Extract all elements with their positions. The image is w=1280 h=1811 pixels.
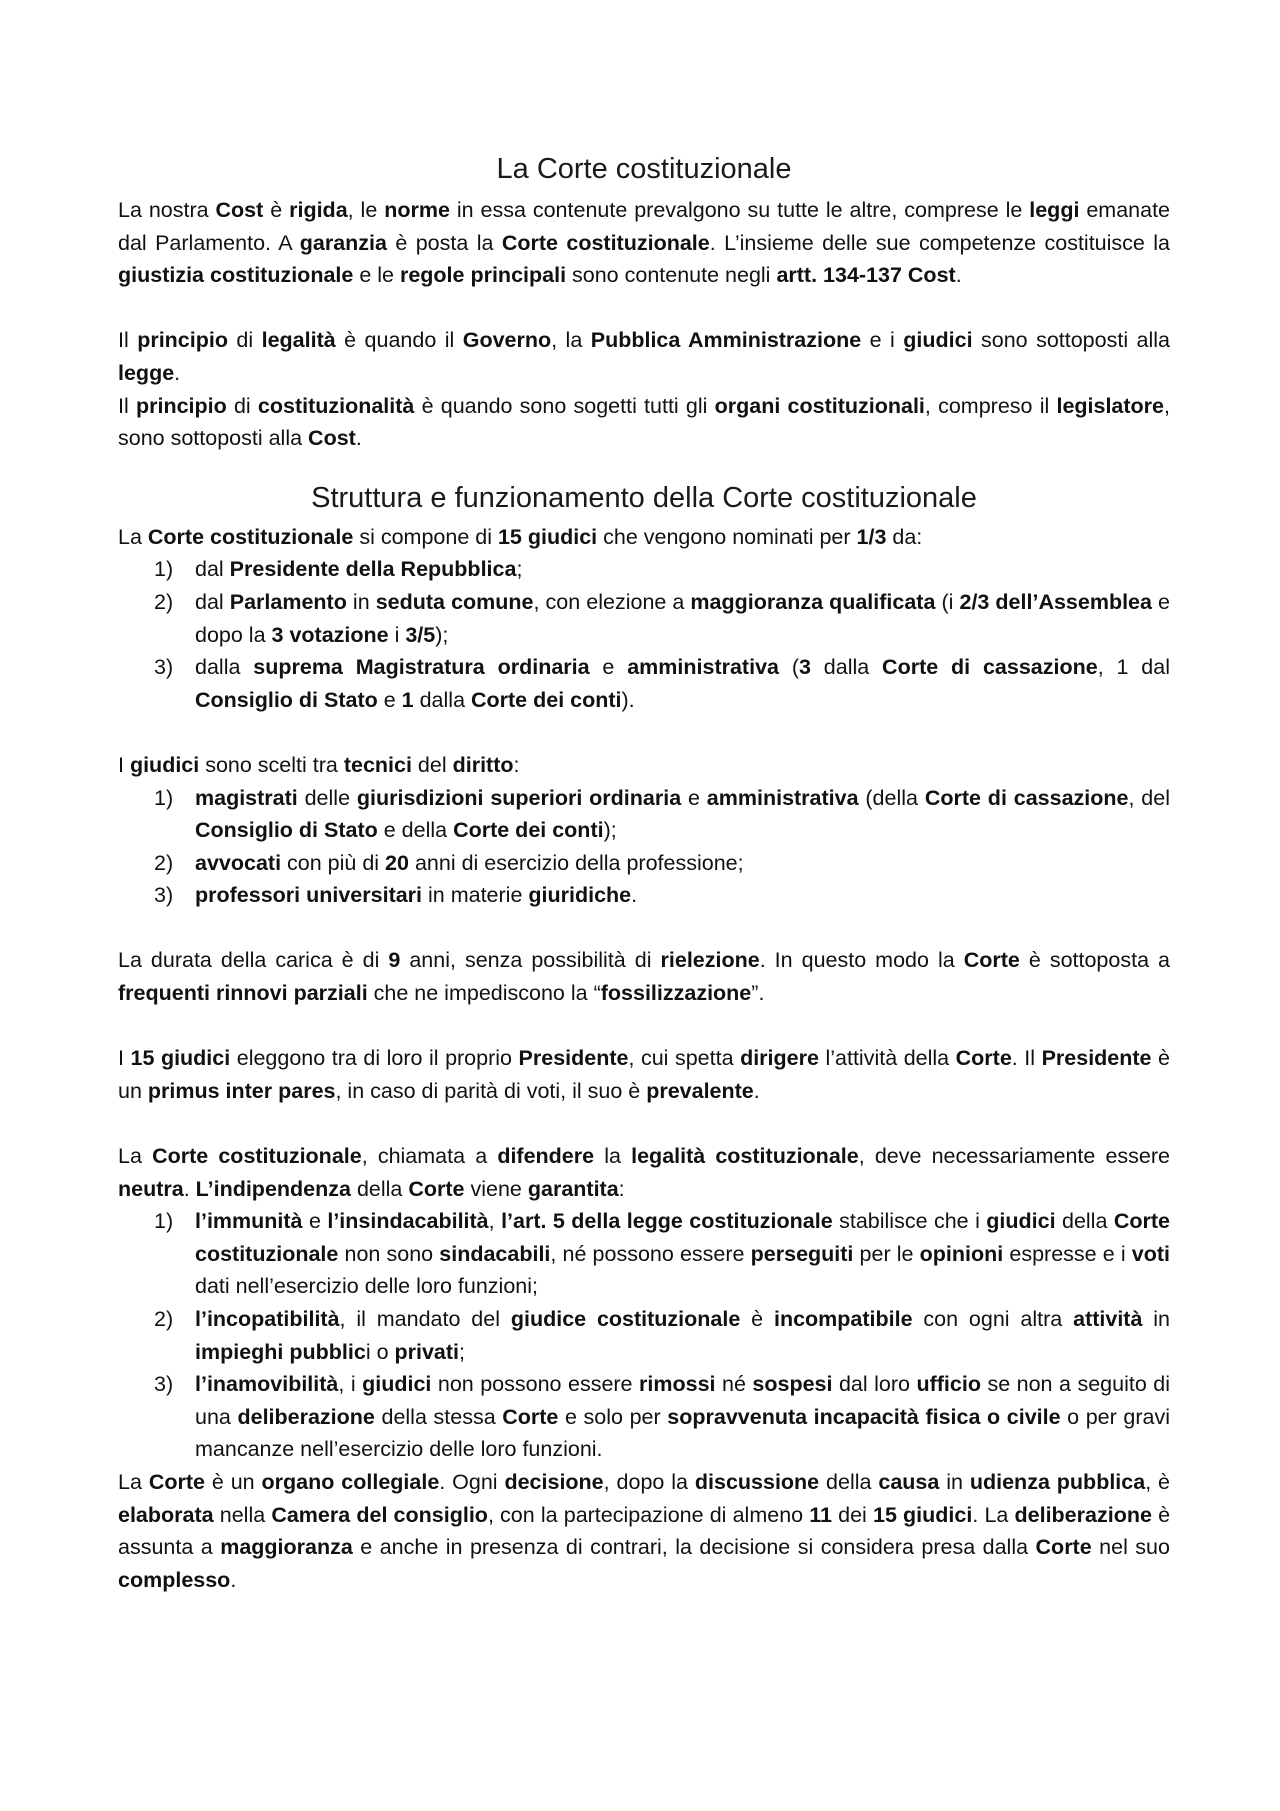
bold-text: legalità <box>261 328 336 353</box>
bold-text: 11 <box>809 1502 832 1527</box>
list-number: 3) <box>154 883 174 908</box>
list-number: 3) <box>154 1372 174 1397</box>
bold-text: Corte <box>1035 1535 1092 1560</box>
text-run: e <box>377 687 402 712</box>
text-run: dalla <box>810 655 883 680</box>
bold-text: Consiglio di Stato <box>195 687 378 712</box>
text-run: con ogni altra <box>912 1307 1074 1331</box>
text-run: (della <box>858 785 925 810</box>
text-run: , le <box>347 198 385 222</box>
text-run: , 1 dal <box>1097 655 1170 680</box>
text-run: ; <box>516 557 523 582</box>
bold-text: l’immunità <box>195 1209 303 1234</box>
bold-text: udienza pubblica <box>969 1469 1146 1494</box>
list-item <box>118 847 1170 880</box>
list-number: 1) <box>154 1209 174 1234</box>
list-number: 2) <box>154 1307 174 1331</box>
bold-text: sospesi <box>752 1372 833 1397</box>
text-run: per le <box>853 1241 920 1266</box>
text-run: I <box>118 1046 131 1071</box>
bold-text: rimossi <box>639 1372 716 1397</box>
text-run: e le <box>353 263 400 288</box>
text-run: dati nell’esercizio delle loro funzioni; <box>195 1274 538 1299</box>
text-run: . In questo modo la <box>759 948 964 973</box>
paragraph-giudici <box>118 749 1170 782</box>
list-item-text <box>195 883 637 907</box>
text-run: . <box>230 1567 237 1592</box>
list-item-text <box>195 1307 1170 1364</box>
bold-text: maggioranza qualificata <box>690 589 936 614</box>
text-run: non sono <box>338 1241 440 1266</box>
text-run: non possono essere <box>431 1372 640 1397</box>
bold-text: decisione <box>504 1469 604 1494</box>
text-run: che ne impediscono la “ <box>367 981 601 1006</box>
text-run: in <box>1142 1307 1171 1331</box>
list-item <box>118 586 1170 651</box>
bold-text: magistrati <box>195 785 298 810</box>
bold-text: Presidente della Repubblica <box>229 557 517 582</box>
bold-text: costituzionalità <box>257 393 415 418</box>
text-run: . <box>174 360 181 385</box>
text-run: , deve necessariamente essere <box>858 1144 1171 1169</box>
text-run: dalla <box>413 687 471 712</box>
bold-text: seduta comune <box>375 589 534 614</box>
bold-text: 20 <box>385 850 409 875</box>
bold-text: 15 giudici <box>497 524 598 549</box>
bold-text: Corte dei conti <box>471 687 622 712</box>
text-run: nel suo <box>1091 1535 1170 1560</box>
list-item <box>118 1205 1170 1303</box>
text-run: , dopo la <box>603 1469 695 1494</box>
paragraph-neutralita <box>118 1140 1170 1205</box>
bold-text: regole principali <box>399 263 567 288</box>
bold-text: garantita <box>527 1176 619 1201</box>
bold-text: 2/3 dell’Assemblea <box>959 589 1152 614</box>
list-item-text <box>195 851 744 875</box>
bold-text: 1/3 <box>856 524 887 549</box>
text-run: in <box>939 1469 970 1494</box>
bold-text: giuridiche <box>528 883 632 908</box>
text-run: i o <box>365 1339 395 1364</box>
text-run: , la <box>551 328 591 353</box>
spacer <box>118 455 1170 477</box>
bold-text: giudice costituzionale <box>510 1307 741 1331</box>
bold-text: 1 <box>401 687 414 712</box>
spacer <box>118 292 1170 325</box>
paragraph-costituzionalita <box>118 390 1170 455</box>
list-item-text <box>195 786 1170 843</box>
text-run: ”. <box>751 981 765 1006</box>
text-run: della <box>819 1469 879 1494</box>
text-run: ; <box>459 1339 466 1364</box>
bold-text: complesso <box>118 1567 231 1592</box>
text-run: , né possono essere <box>550 1241 751 1266</box>
bold-text: organo collegiale <box>261 1469 440 1494</box>
text-run: dal <box>195 557 230 582</box>
bold-text: leggi <box>1029 198 1080 222</box>
text-run: , compreso il <box>924 393 1057 418</box>
list-number: 2) <box>154 850 174 875</box>
text-run: . <box>753 1078 760 1103</box>
bold-text: incompatibile <box>773 1307 913 1331</box>
bold-text: legislatore <box>1056 393 1165 418</box>
list-item <box>118 879 1170 912</box>
text-run: del <box>411 752 453 777</box>
list-number: 3) <box>154 655 174 680</box>
bold-text: Corte costituzionale <box>501 230 710 255</box>
bold-text: giudici <box>129 752 200 777</box>
bold-text: Cost <box>308 426 356 451</box>
text-run: delle <box>297 785 357 810</box>
bold-text: Cost <box>215 198 264 222</box>
text-run: nella <box>213 1502 272 1527</box>
text-run: di <box>227 328 262 353</box>
bold-text: tecnici <box>343 752 412 777</box>
text-run: e dopo la <box>195 589 1170 647</box>
bold-text: privati <box>394 1339 460 1364</box>
bold-text: deliberazione <box>1014 1502 1152 1527</box>
bold-text: 3/5 <box>405 622 436 647</box>
text-run: in essa contenute prevalgono su tutte le altre, comprese le <box>449 198 1030 222</box>
bold-text: 3 <box>798 655 811 680</box>
bold-text: principio <box>135 393 227 418</box>
text-run: . Il <box>1011 1046 1042 1071</box>
text-run: , i <box>338 1372 363 1397</box>
text-run: ( <box>778 655 799 680</box>
bold-text: legge <box>118 360 175 385</box>
list-number: 1) <box>154 557 174 582</box>
text-run: eleggono tra di loro il proprio <box>230 1046 519 1071</box>
bold-text: principio <box>137 328 228 353</box>
text-run: ); <box>435 622 449 647</box>
list-item <box>118 1368 1170 1466</box>
bold-text: causa <box>878 1469 940 1494</box>
text-run: , cui spetta <box>628 1046 741 1071</box>
bold-text: rielezione <box>660 948 760 973</box>
bold-text: amministrativa <box>627 655 779 680</box>
list-item <box>118 1303 1170 1368</box>
text-run: sono scelti tra <box>199 752 344 777</box>
text-run: con più di <box>281 850 386 875</box>
list-number: 1) <box>154 785 174 810</box>
text-run: anni di esercizio della professione; <box>408 850 744 875</box>
text-run: La <box>118 1469 149 1494</box>
text-run: ). <box>621 687 635 712</box>
text-run: viene <box>464 1176 528 1201</box>
text-run: né <box>715 1372 753 1397</box>
bold-text: garanzia <box>299 230 387 255</box>
bold-text: sindacabili <box>439 1241 551 1266</box>
bold-text: artt. 134-137 Cost <box>776 263 956 288</box>
text-run: , con elezione a <box>533 589 691 614</box>
text-run: : <box>513 752 520 777</box>
bold-text: perseguiti <box>750 1241 854 1266</box>
bold-text: frequenti rinnovi parziali <box>118 981 368 1006</box>
bold-text: professori universitari <box>195 883 423 908</box>
bold-text: Corte costituzionale <box>147 524 354 549</box>
text-run: in <box>346 589 376 614</box>
text-run: dei <box>832 1502 873 1527</box>
text-run: è sottoposta a <box>1019 948 1170 973</box>
text-run: i <box>388 622 406 647</box>
bold-text: legalità costituzionale <box>631 1144 859 1169</box>
list-item-text <box>195 557 522 581</box>
bold-text: 15 giudici <box>872 1502 973 1527</box>
garanzie-list <box>118 1205 1170 1466</box>
bold-text: Corte costituzionale <box>152 1144 362 1169</box>
text-run: . <box>355 426 362 451</box>
bold-text: organi costituzionali <box>714 393 925 418</box>
bold-text: Corte <box>502 1404 559 1429</box>
bold-text: giudici <box>362 1372 432 1397</box>
spacer <box>118 716 1170 749</box>
bold-text: Corte di cassazione <box>882 655 1098 680</box>
text-run: , chiamata a <box>361 1144 498 1169</box>
spacer <box>118 1010 1170 1043</box>
list-item <box>118 782 1170 847</box>
text-run: e della <box>377 818 454 843</box>
text-run: emanate dal Parlamento. A <box>118 198 1171 255</box>
bold-text: sopravvenuta incapacità fisica <box>667 1404 981 1429</box>
bold-text: attività <box>1073 1307 1143 1331</box>
text-run: . <box>631 883 638 908</box>
text-run: , in caso di parità di voti, il suo è <box>335 1078 647 1103</box>
bold-text: fossilizzazione <box>600 981 752 1006</box>
text-run: La <box>118 524 148 549</box>
bold-text: l’insindacabilità <box>327 1209 489 1234</box>
text-run: . La <box>972 1502 1015 1527</box>
list-item <box>118 553 1170 586</box>
list-item-text <box>195 655 1170 712</box>
page-title: La Corte costituzionale <box>496 153 792 185</box>
text-run: , con la partecipazione di almeno <box>487 1502 810 1527</box>
bold-text: diritto <box>452 752 514 777</box>
text-run: . L’insieme delle sue competenze costituisce la <box>709 230 1171 255</box>
text-run: è un <box>118 1046 1170 1103</box>
text-run: se non a seguito di una <box>195 1372 1170 1429</box>
bold-text: primus inter pares <box>147 1078 336 1103</box>
bold-text: difendere <box>497 1144 595 1169</box>
text-run: La <box>118 1144 153 1169</box>
section-title: Struttura e funzionamento della Corte costituzionale <box>311 481 977 514</box>
bold-text: impieghi pubblic <box>195 1339 366 1364</box>
text-run: (i <box>935 589 960 614</box>
bold-text: l’incopatibilità <box>195 1307 340 1331</box>
bold-text: L’indipendenza <box>195 1176 351 1201</box>
bold-text: Presidente <box>1041 1046 1152 1071</box>
bold-text: Corte <box>408 1176 465 1201</box>
paragraph-legalita <box>118 324 1170 389</box>
bold-text: giurisdizioni superiori ordinaria <box>356 785 682 810</box>
paragraph-durata <box>118 944 1170 1009</box>
bold-text: prevalente <box>646 1078 754 1103</box>
bold-text: deliberazione <box>237 1404 375 1429</box>
text-run: l’attività della <box>818 1046 956 1071</box>
document-page <box>118 148 1170 1596</box>
list-item-text <box>195 590 1170 647</box>
paragraph-collegiale <box>118 1466 1170 1596</box>
text-run: e <box>681 785 707 810</box>
text-run: dal loro <box>832 1372 917 1397</box>
bold-text: ufficio <box>916 1372 981 1397</box>
text-run: di <box>226 393 258 418</box>
bold-text: Parlamento <box>229 589 347 614</box>
text-run: e <box>589 655 628 680</box>
giudici-list <box>118 782 1170 912</box>
text-run: è assunta a <box>118 1502 1171 1560</box>
nomina-list <box>118 553 1170 716</box>
text-run: I <box>118 752 130 777</box>
text-run: che vengono nominati per <box>597 524 857 549</box>
text-run: da: <box>886 524 923 549</box>
text-run: è un <box>204 1469 262 1494</box>
text-run: La nostra <box>118 198 216 222</box>
text-run: e solo per <box>558 1404 668 1429</box>
text-run: . <box>183 1176 196 1201</box>
bold-text: Consiglio di Stato <box>195 818 378 843</box>
bold-text: o civile <box>987 1404 1061 1429</box>
list-item <box>118 651 1170 716</box>
text-run: . Ogni <box>439 1469 505 1494</box>
text-run: : <box>618 1176 625 1201</box>
bold-text: discussione <box>694 1469 820 1494</box>
text-run: della stessa <box>374 1404 503 1429</box>
text-run: ); <box>603 818 617 843</box>
text-run: in materie <box>422 883 529 908</box>
text-run: o per gravi mancanze nell’esercizio delle loro funzioni. <box>195 1404 1170 1462</box>
text-run: , sono sottoposti alla <box>118 393 1170 451</box>
list-number: 2) <box>154 589 174 614</box>
bold-text: Camera del consiglio <box>271 1502 488 1527</box>
text-run: , il mandato del <box>339 1307 511 1331</box>
text-run: si compone di <box>353 524 498 549</box>
text-run: . <box>955 263 962 288</box>
text-run: è quando sono sogetti tutti gli <box>414 393 715 418</box>
bold-text: dirigere <box>740 1046 819 1071</box>
text-run: sono sottoposti alla <box>972 328 1171 353</box>
bold-text: giudici <box>903 328 973 353</box>
bold-text: Corte costituzionale <box>195 1209 1171 1266</box>
bold-text: 3 votazione <box>271 622 389 647</box>
bold-text: suprema Magistratura ordinaria <box>253 655 590 680</box>
bold-text: l’inamovibilità <box>195 1372 339 1397</box>
text-run: e anche in presenza di contrari, la decisione si considera presa dalla <box>352 1535 1036 1560</box>
text-run: e <box>302 1209 328 1234</box>
bold-text: l’art. 5 della legge costituzionale <box>501 1209 833 1234</box>
text-run: , <box>488 1209 502 1234</box>
text-run: stabilisce che i <box>832 1209 987 1234</box>
text-run: , è <box>1145 1469 1171 1494</box>
paragraph-intro <box>118 194 1170 292</box>
bold-text: 15 giudici <box>130 1046 231 1071</box>
text-run: e i <box>861 328 904 353</box>
bold-text: Corte dei conti <box>453 818 604 843</box>
bold-text: maggioranza <box>220 1535 353 1560</box>
bold-text: Corte <box>148 1469 205 1494</box>
bold-text: giudici <box>986 1209 1056 1234</box>
bold-text: elaborata <box>118 1502 214 1527</box>
text-run: anni, senza possibilità di <box>400 948 661 973</box>
text-run: La durata della carica è di <box>118 948 389 973</box>
bold-text: avvocati <box>195 850 282 875</box>
bold-text: Pubblica Amministrazione <box>590 328 862 353</box>
bold-text: Corte <box>955 1046 1012 1071</box>
bold-text: neutra <box>118 1176 184 1201</box>
bold-text: giustizia costituzionale <box>118 263 354 288</box>
bold-text: amministrativa <box>706 785 859 810</box>
text-run: dal <box>195 589 230 614</box>
text-run: della <box>350 1176 409 1201</box>
text-run: è posta la <box>386 230 502 255</box>
text-run: , del <box>1128 785 1171 810</box>
paragraph-presidente <box>118 1042 1170 1107</box>
bold-text: norme <box>384 198 450 222</box>
bold-text: rigida <box>289 198 348 222</box>
text-run: è quando il <box>335 328 463 353</box>
bold-text: voti <box>1131 1241 1170 1266</box>
text-run: è <box>740 1307 774 1331</box>
spacer <box>118 912 1170 945</box>
bold-text: opinioni <box>919 1241 1004 1266</box>
text-run: espresse e i <box>1003 1241 1132 1266</box>
bold-text: Governo <box>462 328 552 353</box>
bold-text: Corte <box>963 948 1020 973</box>
text-run: sono contenute negli <box>566 263 777 288</box>
text-run: la <box>594 1144 632 1169</box>
list-item-text <box>195 1209 1170 1298</box>
text-run: Il <box>118 393 136 418</box>
list-item-text <box>195 1372 1170 1461</box>
text-run: Il <box>118 328 138 353</box>
text-run: è <box>263 198 290 222</box>
spacer <box>118 1107 1170 1140</box>
bold-text: Corte di cassazione <box>924 785 1129 810</box>
text-run: della <box>1055 1209 1114 1234</box>
paragraph-composizione <box>118 521 1170 554</box>
bold-text: 9 <box>388 948 401 973</box>
text-run: dalla <box>195 655 254 680</box>
bold-text: Presidente <box>518 1046 629 1071</box>
